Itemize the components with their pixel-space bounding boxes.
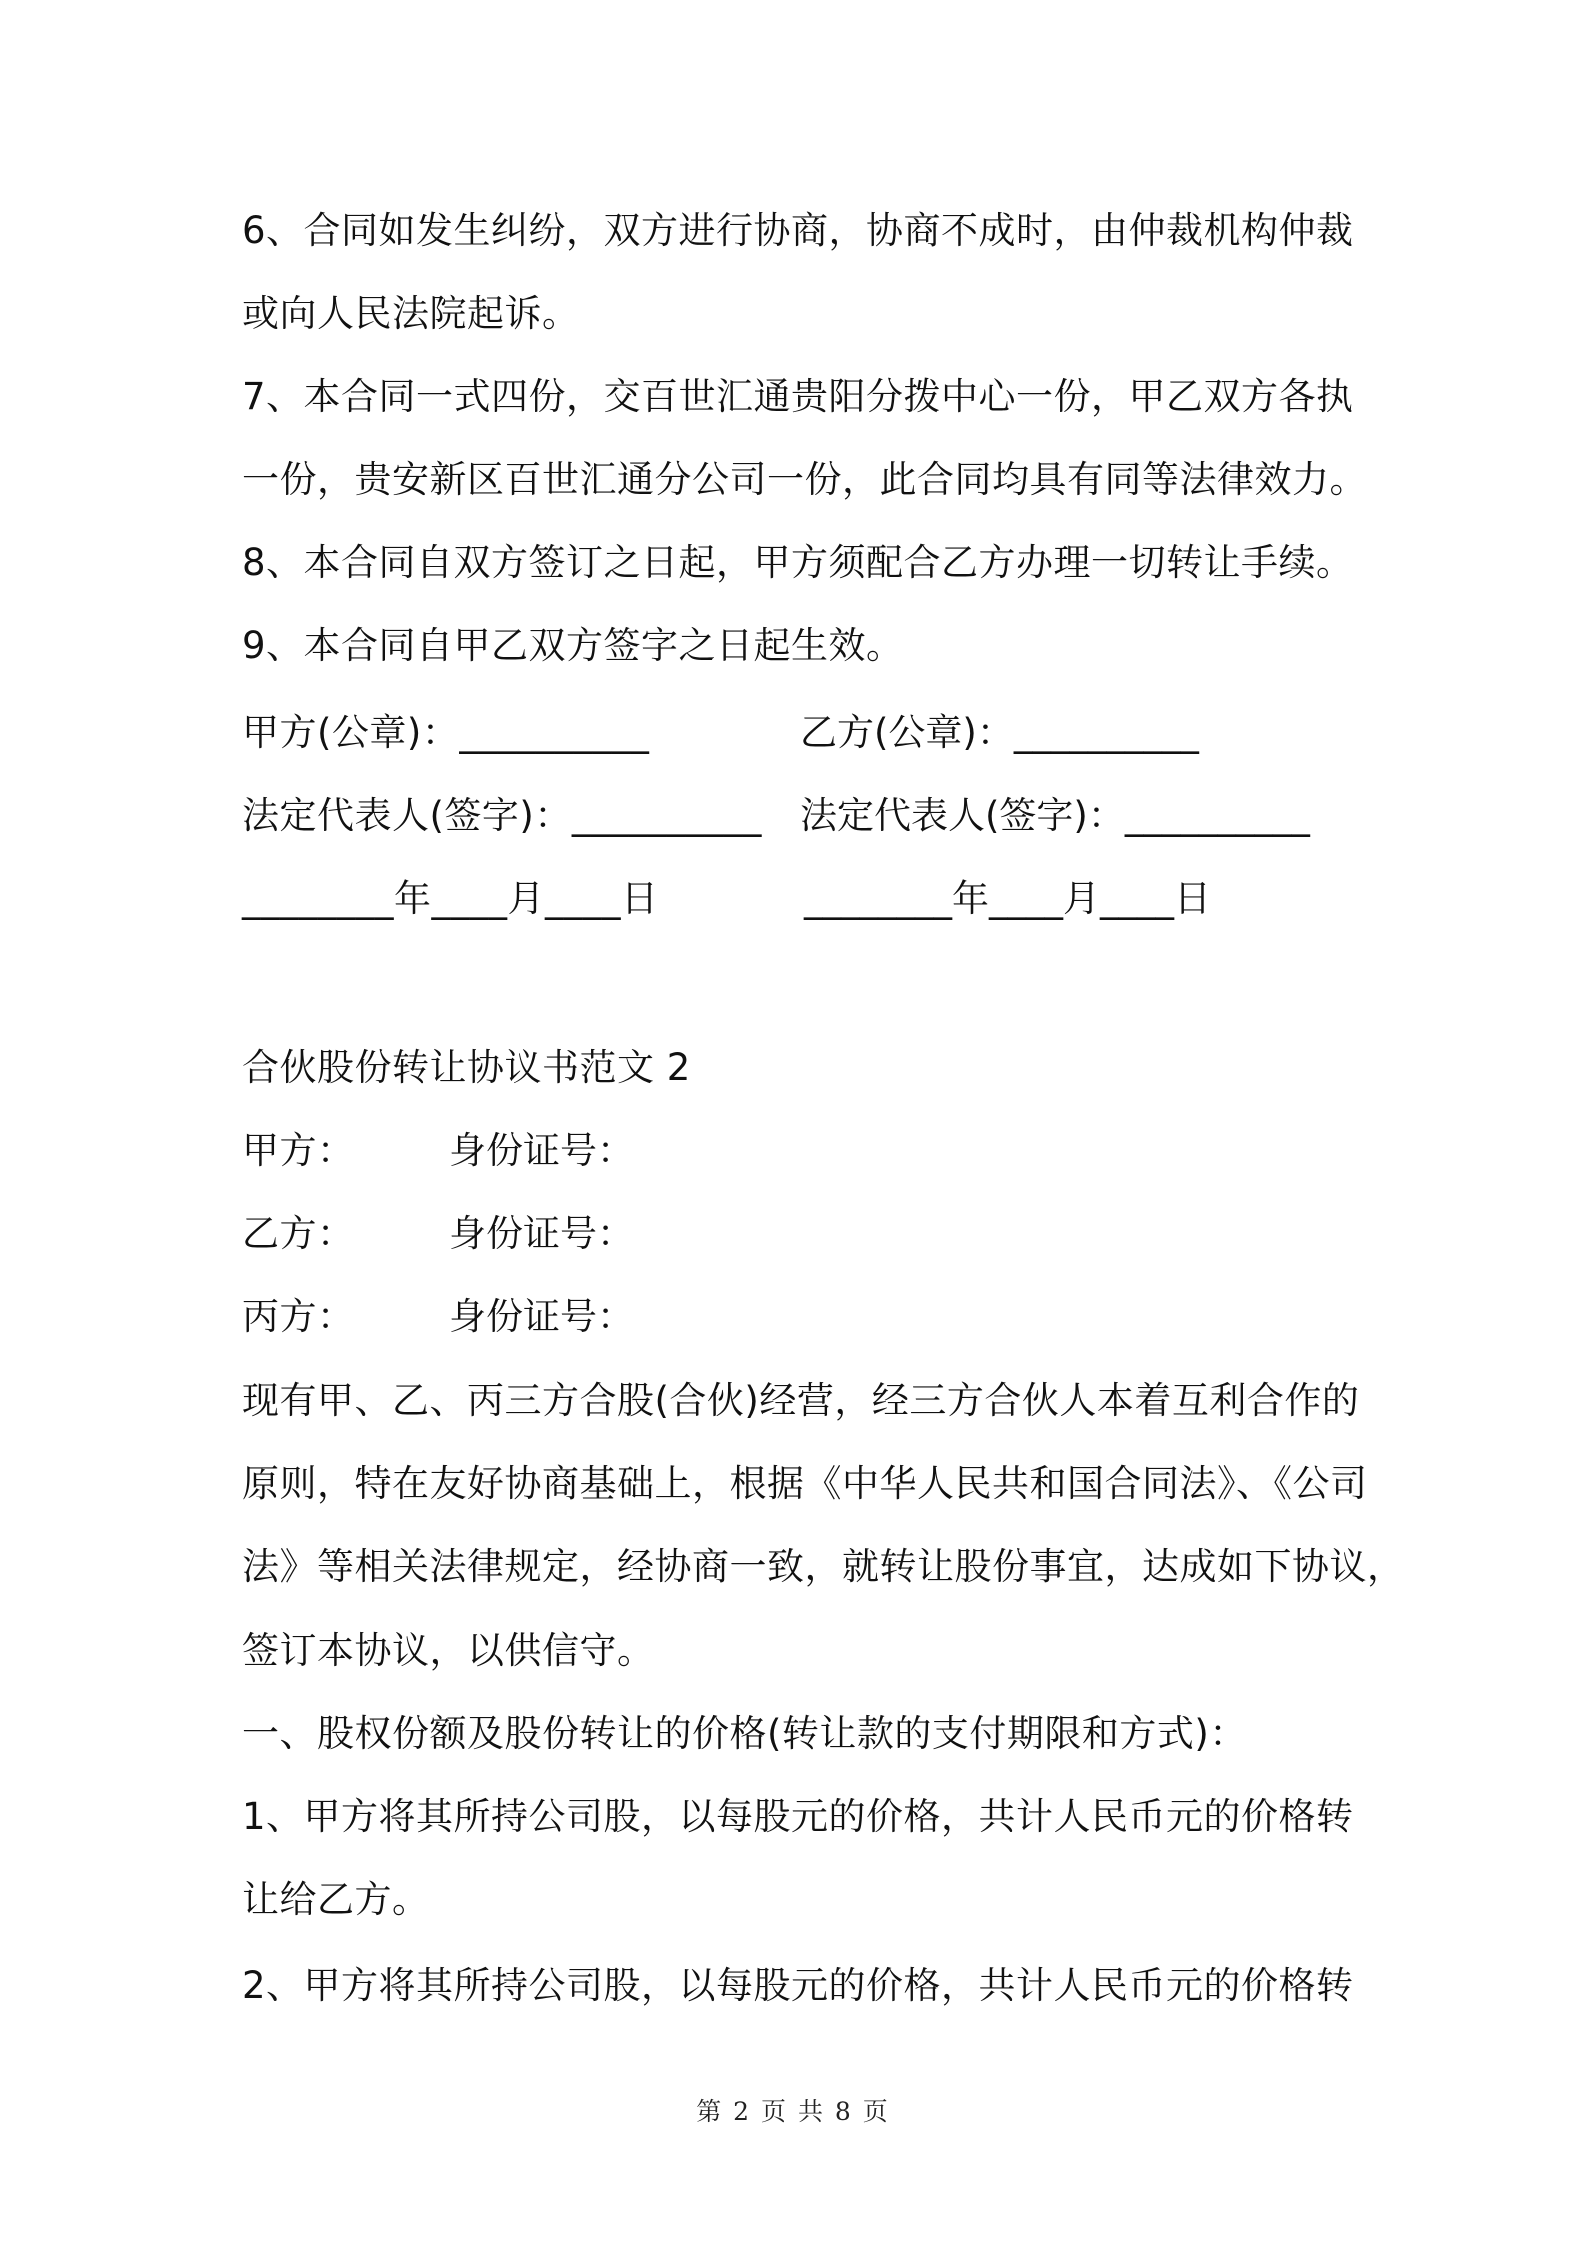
party-b-seal-field: 乙方(公章)：__________ bbox=[800, 711, 1199, 754]
heading-1: 一、股权份额及股份转让的价格(转让款的支付期限和方式)： bbox=[242, 1712, 1247, 1755]
intro-line-3: 法》等相关法律规定，经协商一致，就转让股份事宜，达成如下协议， bbox=[242, 1545, 1405, 1588]
item-1-line-2: 让给乙方。 bbox=[242, 1878, 430, 1921]
clause-6-line-1: 6、合同如发生纠纷，双方进行协商，协商不成时，由仲裁机构仲裁 bbox=[242, 209, 1354, 252]
clause-7-line-2: 一份，贵安新区百世汇通分公司一份，此合同均具有同等法律效力。 bbox=[242, 458, 1367, 501]
page-footer: 第 2 页 共 8 页 bbox=[696, 2097, 890, 2126]
party-a-id-label: 身份证号： bbox=[449, 1129, 634, 1172]
party-a-seal-field: 甲方(公章)：__________ bbox=[242, 711, 650, 754]
party-a-rep-field: 法定代表人(签字)：__________ bbox=[242, 794, 762, 837]
clause-6-line-2: 或向人民法院起诉。 bbox=[242, 292, 580, 335]
clause-9: 9、本合同自甲乙双方签字之日起生效。 bbox=[242, 624, 904, 667]
party-a-label: 甲方： bbox=[242, 1129, 355, 1172]
intro-line-4: 签订本协议，以供信守。 bbox=[242, 1629, 655, 1672]
intro-line-2: 原则，特在友好协商基础上，根据《中华人民共和国合同法》、《公司 bbox=[242, 1462, 1368, 1505]
party-b-date-field: ________年____月____日 bbox=[804, 877, 1211, 920]
clause-7-line-1: 7、本合同一式四份，交百世汇通贵阳分拨中心一份，甲乙双方各执 bbox=[242, 375, 1354, 418]
party-b-rep-field: 法定代表人(签字)：__________ bbox=[800, 794, 1310, 837]
party-b-id-label: 身份证号： bbox=[449, 1212, 634, 1255]
party-b-label: 乙方： bbox=[242, 1212, 355, 1255]
section-title: 合伙股份转让协议书范文 2 bbox=[242, 1046, 691, 1089]
party-c-label: 丙方： bbox=[242, 1295, 355, 1338]
party-c-id-label: 身份证号： bbox=[449, 1295, 634, 1338]
party-a-date-field: ________年____月____日 bbox=[242, 877, 659, 920]
item-2-line-1: 2、甲方将其所持公司股，以每股元的价格，共计人民币元的价格转 bbox=[242, 1964, 1354, 2007]
item-1-line-1: 1、甲方将其所持公司股，以每股元的价格，共计人民币元的价格转 bbox=[242, 1795, 1354, 1838]
clause-8: 8、本合同自双方签订之日起，甲方须配合乙方办理一切转让手续。 bbox=[242, 541, 1354, 584]
intro-line-1: 现有甲、乙、丙三方合股(合伙)经营，经三方合伙人本着互利合作的 bbox=[242, 1379, 1360, 1422]
